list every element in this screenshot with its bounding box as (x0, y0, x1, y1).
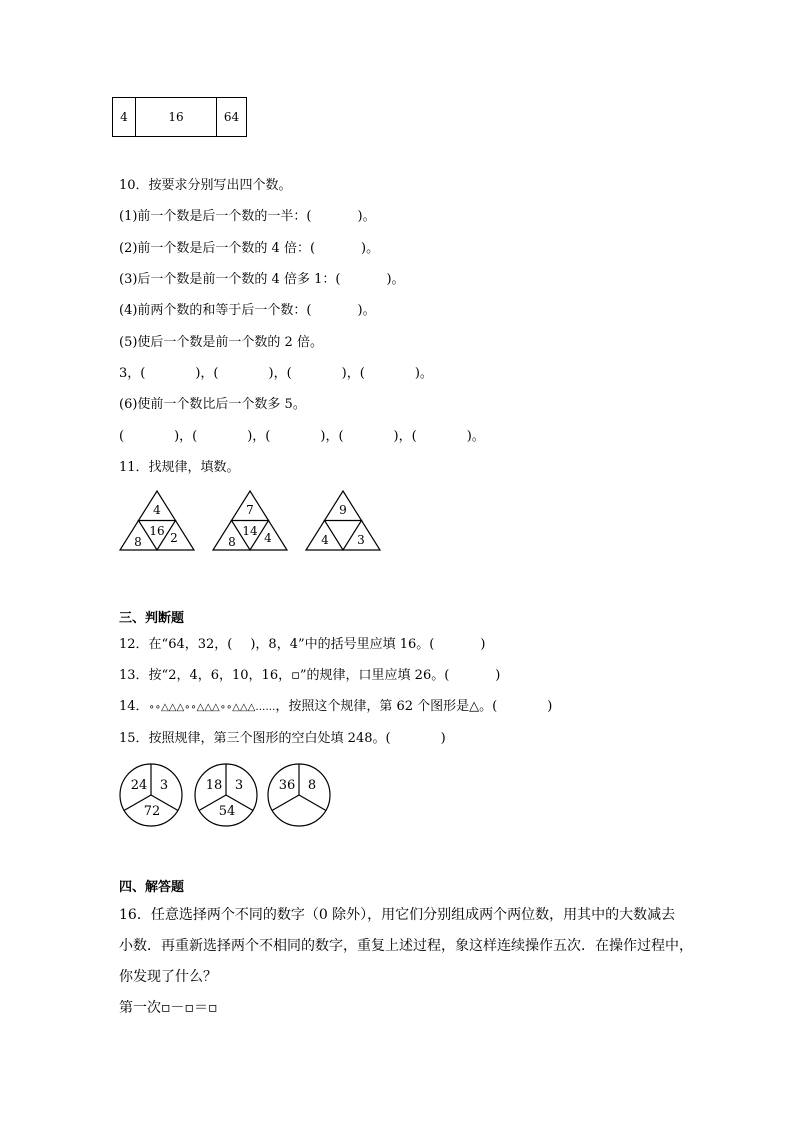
seq-text: )，( (268, 366, 292, 381)
circle-right-number: 3 (159, 778, 169, 793)
seq-text: )，( (247, 429, 271, 444)
shape-sequence: ∘∘△△△∘∘△△△∘∘△△△…… (148, 702, 276, 713)
q13-text: 13．按“2，4，6，10，16，▫”的规律，口里应填 26。( (119, 668, 450, 683)
q14-text: 14． (119, 699, 149, 714)
q16-line-4: 第一次▫－▫＝▫ (119, 1000, 218, 1016)
q10-item3-close: )。 (386, 272, 405, 287)
q12-close: ) (480, 637, 486, 652)
circle-right-number: 3 (234, 778, 244, 793)
q10-item4-close: )。 (357, 303, 376, 318)
circle-figures (118, 760, 338, 832)
triangle-left-number: 8 (228, 535, 236, 549)
q10-item2 (119, 241, 379, 257)
table-cell: 16 (136, 98, 217, 137)
triangle-right-number: 2 (170, 531, 178, 545)
q12 (119, 637, 485, 653)
q16-line-1: 16．任意选择两个不同的数字（0 除外），用它们分别组成两个两位数，用其中的大数减去 (119, 907, 676, 923)
triangle-right-number: 3 (357, 533, 365, 547)
circle-figure-1 (120, 764, 182, 826)
seq-text: )，( (320, 429, 344, 444)
q10-item6-sequence (119, 429, 485, 445)
q10-item3 (119, 272, 405, 288)
q10-item1-close: )。 (357, 209, 376, 224)
seq-text: )。 (414, 366, 433, 381)
circle-left-number: 24 (130, 778, 148, 793)
triangle-top-number: 4 (153, 503, 161, 517)
q10-item2-text: (2)前一个数是后一个数的 4 倍：( (119, 241, 316, 256)
seq-text: )，( (341, 366, 365, 381)
q14-text: ，按照这个规律，第 62 个图形是△。( (275, 699, 498, 714)
q10-item3-text: (3)后一个数是前一个数的 4 倍多 1：( (119, 272, 341, 287)
triangle-center-number: 14 (242, 524, 258, 538)
circle-left-number: 36 (278, 778, 296, 793)
q14-close: ) (547, 699, 553, 714)
triangle-top-number: 7 (246, 503, 254, 517)
triangle-figure-1 (120, 491, 194, 550)
number-table (112, 97, 247, 137)
q10-item2-close: )。 (361, 241, 380, 256)
triangle-figures (118, 488, 398, 554)
triangle-top-number: 9 (339, 503, 347, 517)
q13 (119, 668, 500, 684)
circle-left-number: 18 (205, 778, 223, 793)
table-cell: 64 (217, 98, 247, 137)
q10-item1 (119, 209, 376, 225)
triangle-right-number: 4 (264, 531, 272, 545)
triangle-center-number: 16 (149, 524, 165, 538)
circle-bottom-number: 72 (143, 804, 161, 819)
circle-right-number: 8 (307, 778, 317, 793)
q15 (119, 731, 446, 747)
circle-figure-3 (268, 764, 330, 826)
circle-figure-2 (195, 764, 257, 826)
q15-close: ) (440, 731, 446, 746)
q14 (119, 699, 552, 716)
q10-stem: 10．按要求分别写出四个数。 (119, 178, 292, 193)
q10-item5-sequence (119, 366, 433, 382)
seq-text: )，( (393, 429, 417, 444)
q10-item5: (5)使后一个数是前一个数的 2 倍。 (119, 335, 323, 350)
seq-text: )，( (174, 429, 198, 444)
q16-line-2: 小数．再重新选择两个不相同的数字，重复上述过程，象这样连续操作五次．在操作过程中， (119, 938, 693, 954)
q16-line-3: 你发现了什么？ (119, 969, 217, 985)
triangle-figure-2 (213, 491, 287, 550)
triangle-left-number: 4 (321, 533, 329, 547)
table-cell: 4 (113, 98, 136, 137)
section3-heading: 三、判断题 (119, 611, 185, 626)
q10-item4-text: (4)前两个数的和等于后一个数：( (119, 303, 312, 318)
q12-text: )，8，4”中的括号里应填 16。( (250, 637, 435, 652)
q10-item4 (119, 303, 376, 319)
triangle-figure-3 (306, 491, 380, 550)
q11-stem: 11．找规律，填数。 (119, 460, 240, 475)
seq-text: )，( (195, 366, 219, 381)
seq-text: ( (119, 429, 125, 444)
q15-text: 15．按照规律，第三个图形的空白处填 248。( (119, 731, 391, 746)
seq-text: 3，( (119, 366, 146, 381)
circle-bottom-number: 54 (218, 804, 236, 819)
q10-item6: (6)使前一个数比后一个数多 5。 (119, 397, 306, 412)
table-row (113, 98, 247, 137)
seq-text: )。 (466, 429, 485, 444)
q10-item1-text: (1)前一个数是后一个数的一半：( (119, 209, 312, 224)
q13-close: ) (495, 668, 501, 683)
q12-text: 12．在“64，32，( (119, 637, 233, 652)
triangle-left-number: 8 (134, 535, 142, 549)
section4-heading: 四、解答题 (119, 880, 185, 895)
